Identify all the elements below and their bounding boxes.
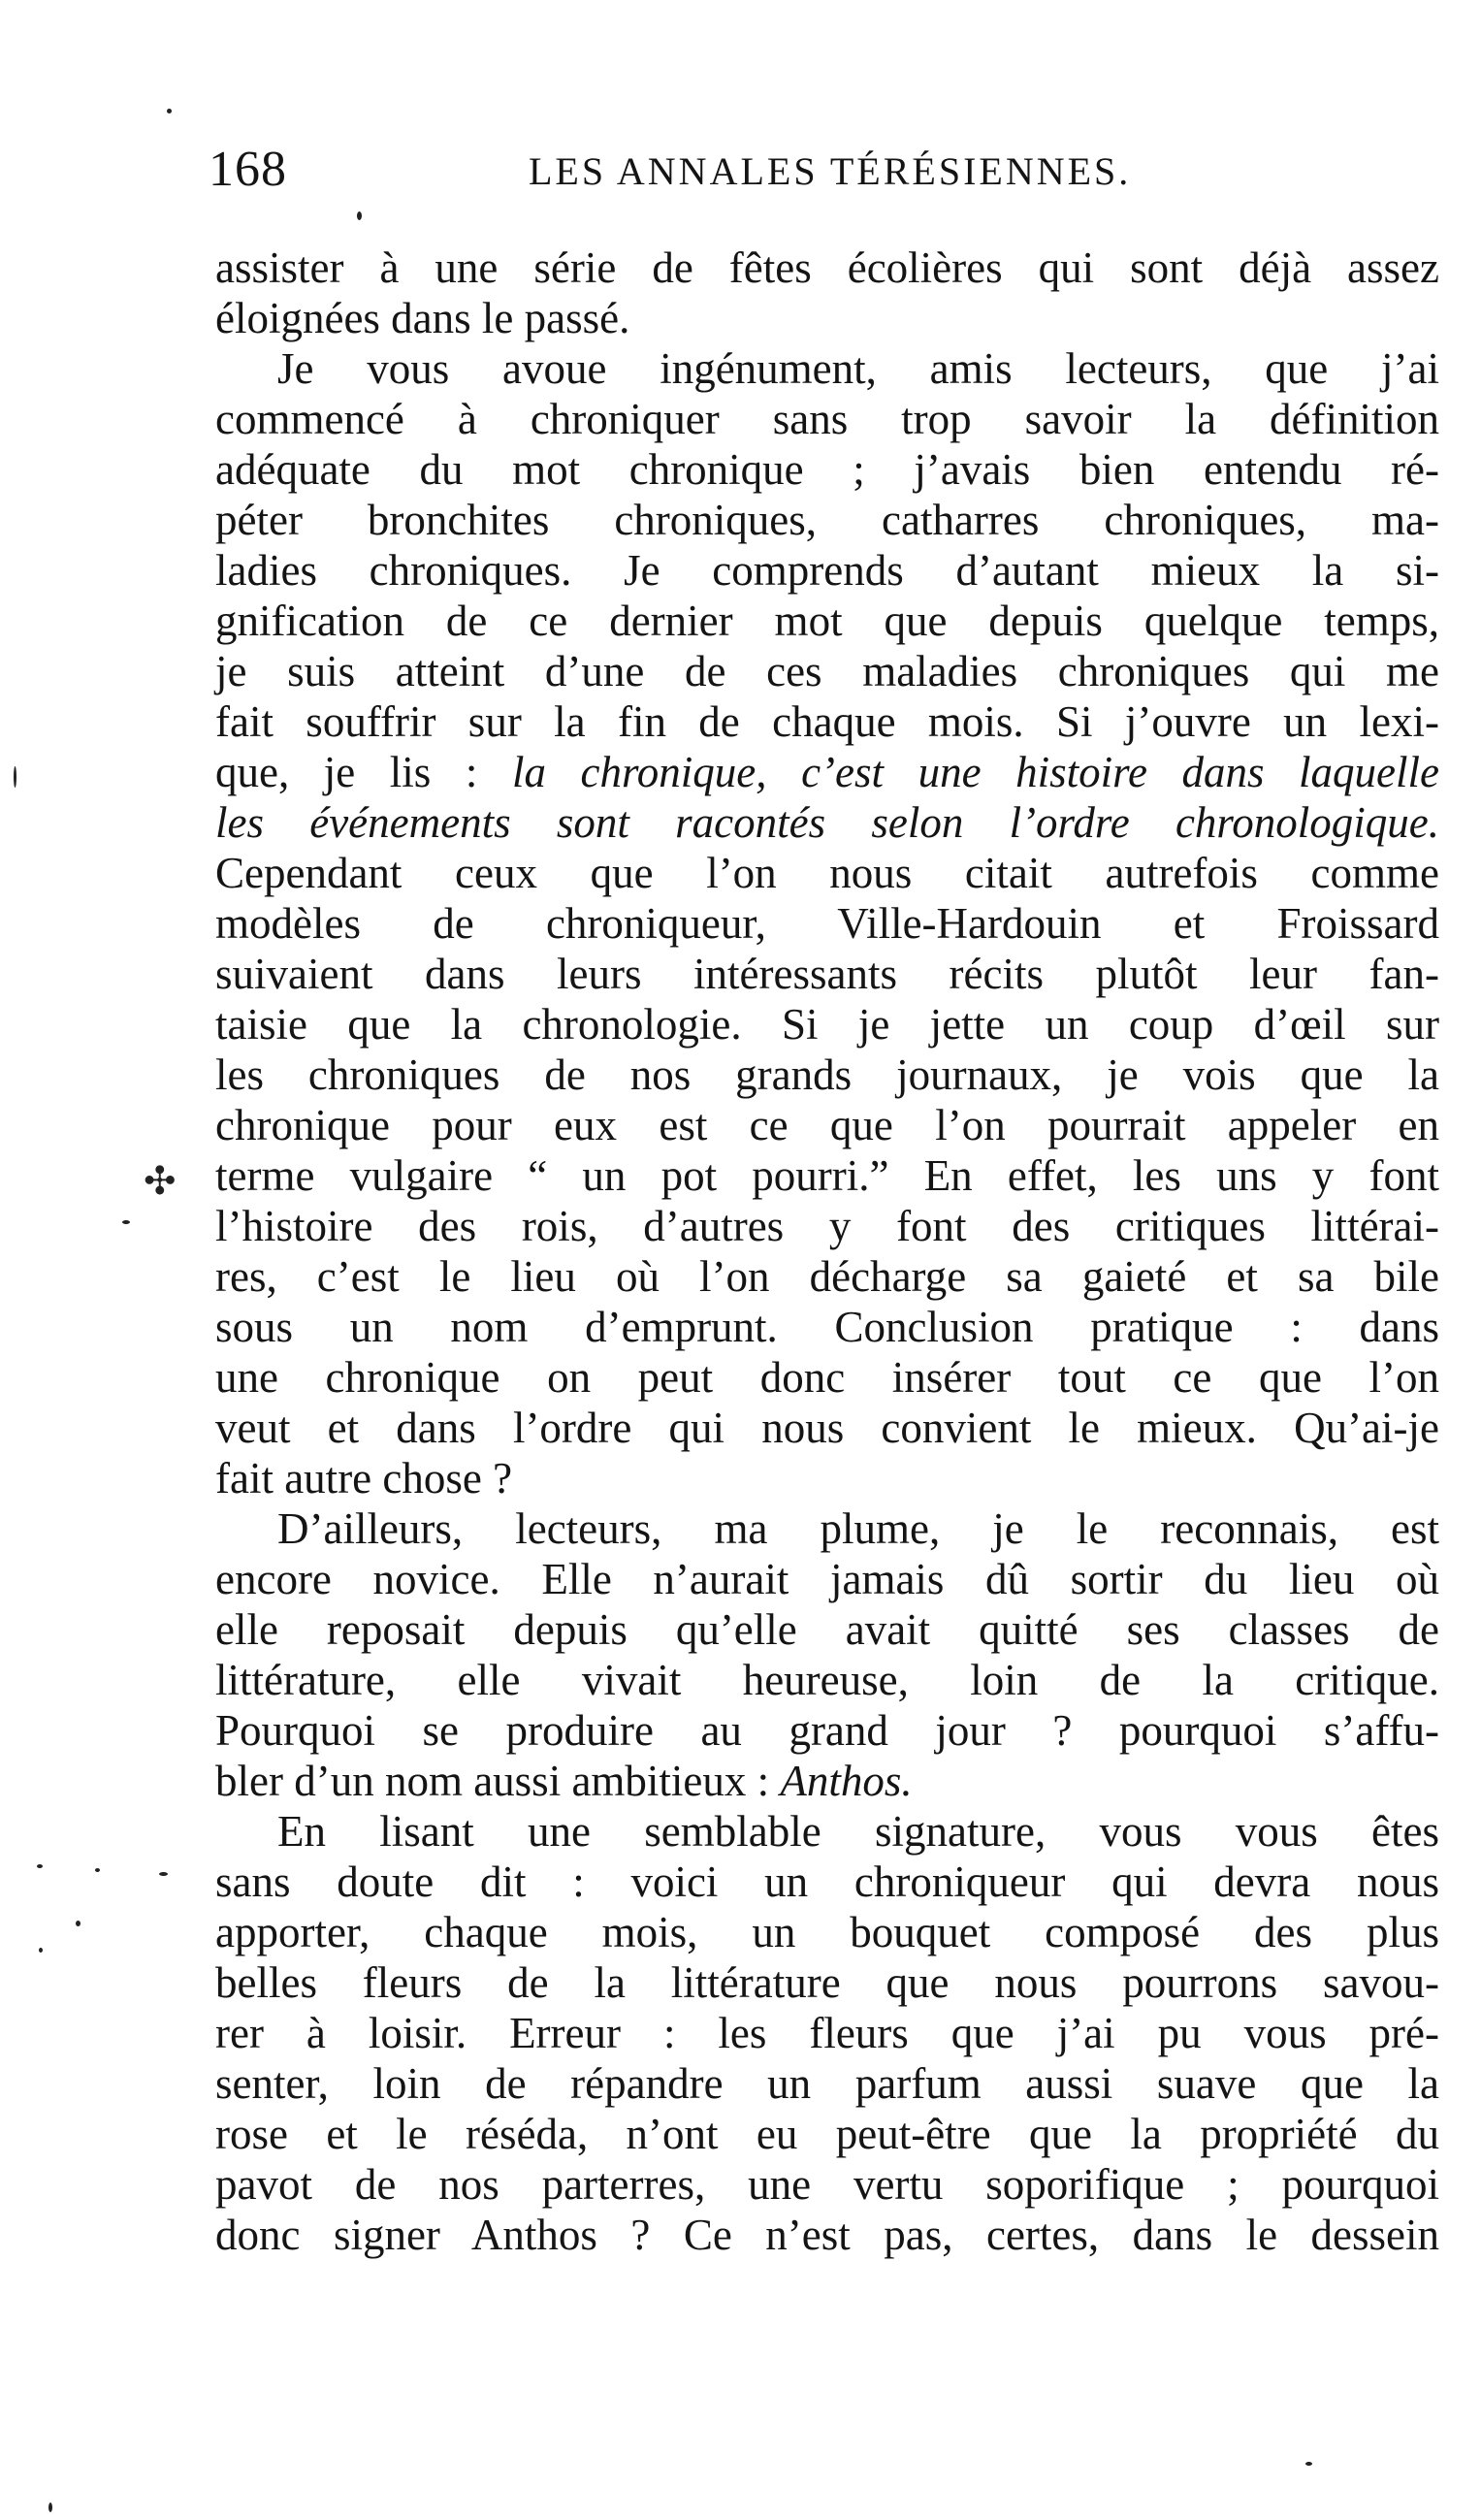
text-line bbox=[215, 242, 1439, 293]
text-line bbox=[215, 1050, 1439, 1100]
scan-speck bbox=[357, 211, 362, 220]
text-line bbox=[215, 596, 1439, 646]
line-text: elle reposait depuis qu’elle avait quitté ses classes de bbox=[215, 1605, 1439, 1654]
text-line bbox=[215, 1251, 1439, 1302]
line-text: ladies chroniques. Je comprends d’autant mieux la si- bbox=[215, 546, 1439, 595]
text-line bbox=[215, 1857, 1439, 1907]
page-number: 168 bbox=[209, 142, 287, 197]
text-line bbox=[215, 848, 1439, 898]
text-line bbox=[215, 1705, 1439, 1756]
line-text: Je vous avoue ingénument, amis lecteurs, que j’ai bbox=[277, 344, 1439, 393]
line-text: littérature, elle vivait heureuse, loin de la critique. bbox=[215, 1656, 1439, 1704]
text-line bbox=[215, 797, 1439, 848]
line-text: fait souffrir sur la fin de chaque mois. Si j’ouvre un lexi- bbox=[215, 697, 1439, 746]
text-line bbox=[215, 999, 1439, 1050]
line-text: apporter, chaque mois, un bouquet composé des plus bbox=[215, 1908, 1439, 1956]
line-text: assister à une série de fêtes écolières qui sont déjà assez bbox=[215, 243, 1439, 292]
text-line bbox=[215, 1907, 1439, 1957]
line-text: péter bronchites chroniques, catharres chroniques, ma- bbox=[215, 496, 1439, 544]
line-text: En lisant une semblable signature, vous vous êtes bbox=[277, 1807, 1439, 1856]
line-text: sans doute dit : voici un chroniqueur qui devra nous bbox=[215, 1858, 1439, 1906]
text-line bbox=[215, 545, 1439, 596]
text-line bbox=[215, 1655, 1439, 1705]
text-line bbox=[215, 747, 1439, 797]
body-text bbox=[215, 242, 1439, 2260]
text-line bbox=[215, 1756, 1439, 1806]
text-line bbox=[215, 2008, 1439, 2058]
line-text: rer à loisir. Erreur : les fleurs que j’ai pu vous pré- bbox=[215, 2009, 1439, 2057]
line-text: les chroniques de nos grands journaux, je vois que la bbox=[215, 1050, 1439, 1099]
line-text: encore novice. Elle n’aurait jamais dû sortir du lieu où bbox=[215, 1555, 1439, 1603]
line-text: gnification de ce dernier mot que depuis quelque temps, bbox=[215, 597, 1439, 645]
scan-speck bbox=[167, 109, 172, 113]
text-line bbox=[215, 1604, 1439, 1655]
scan-speck bbox=[48, 2503, 52, 2512]
text-line bbox=[215, 1806, 1439, 1857]
line-text: Pourquoi se produire au grand jour ? pourquoi s’affu- bbox=[215, 1706, 1439, 1755]
italic-text: Anthos. bbox=[780, 1757, 913, 1805]
line-text: D’ailleurs, lecteurs, ma plume, je le reconnais, est bbox=[277, 1504, 1439, 1553]
running-head bbox=[209, 136, 1440, 204]
line-text: Cependant ceux que l’on nous citait autrefois comme bbox=[215, 849, 1439, 897]
text-line bbox=[215, 1150, 1439, 1201]
italic-text: la chronique, c’est une histoire dans laquelle bbox=[511, 748, 1440, 796]
scan-speck bbox=[122, 1220, 130, 1224]
line-text: éloignées dans le passé. bbox=[215, 294, 630, 342]
text-line bbox=[215, 293, 1439, 343]
text-line bbox=[215, 1100, 1439, 1150]
line-text: modèles de chroniqueur, Ville-Hardouin et Froissard bbox=[215, 899, 1439, 948]
line-text: pavot de nos parterres, une vertu soporifique ; pourquoi bbox=[215, 2160, 1439, 2209]
text-line bbox=[215, 1957, 1439, 2008]
scan-speck bbox=[76, 1921, 80, 1926]
text-line bbox=[215, 949, 1439, 999]
text-line bbox=[215, 1201, 1439, 1251]
text-line bbox=[215, 1352, 1439, 1403]
line-text: que, je lis : bbox=[215, 748, 478, 796]
scan-speck bbox=[95, 1868, 100, 1872]
scan-speck bbox=[159, 1872, 168, 1876]
line-text: veut et dans l’ordre qui nous convient le mieux. Qu’ai-je bbox=[215, 1404, 1439, 1452]
line-text: belles fleurs de la littérature que nous pourrons savou- bbox=[215, 1958, 1439, 2007]
text-line bbox=[215, 343, 1439, 394]
text-line bbox=[215, 2058, 1439, 2109]
line-text: res, c’est le lieu où l’on décharge sa gaieté et sa bile bbox=[215, 1252, 1439, 1301]
text-line bbox=[215, 495, 1439, 545]
text-line bbox=[215, 696, 1439, 747]
printer-ornament-icon: ✣ bbox=[144, 1159, 177, 1203]
scan-speck bbox=[14, 766, 16, 788]
text-line bbox=[215, 444, 1439, 495]
line-text: une chronique on peut donc insérer tout ce que l’on bbox=[215, 1353, 1439, 1402]
text-line bbox=[215, 1554, 1439, 1604]
line-text: sous un nom d’emprunt. Conclusion pratique : dans bbox=[215, 1303, 1439, 1351]
text-line bbox=[215, 1503, 1439, 1554]
line-text: adéquate du mot chronique ; j’avais bien entendu ré- bbox=[215, 445, 1439, 494]
text-line bbox=[215, 1302, 1439, 1352]
text-line bbox=[215, 2210, 1439, 2260]
line-text: je suis atteint d’une de ces maladies chroniques qui me bbox=[215, 647, 1439, 695]
italic-text: les événements sont racontés selon l’ordre chronologique. bbox=[215, 798, 1439, 847]
line-text: suivaient dans leurs intéressants récits plutôt leur fan- bbox=[215, 950, 1439, 998]
line-text: bler d’un nom aussi ambitieux : bbox=[215, 1757, 770, 1805]
line-text: terme vulgaire “ un pot pourri.” En effet, les uns y font bbox=[215, 1151, 1439, 1200]
line-text: commencé à chroniquer sans trop savoir la définition bbox=[215, 395, 1439, 443]
text-line bbox=[215, 2159, 1439, 2210]
text-line bbox=[215, 1403, 1439, 1453]
text-line bbox=[215, 646, 1439, 696]
text-line bbox=[215, 394, 1439, 444]
line-text: donc signer Anthos ? Ce n’est pas, certes, dans le dessein bbox=[215, 2211, 1439, 2259]
scan-speck bbox=[37, 1864, 43, 1868]
scan-speck bbox=[39, 1948, 43, 1953]
scan-speck bbox=[1305, 2462, 1312, 2466]
line-text: senter, loin de répandre un parfum aussi suave que la bbox=[215, 2059, 1439, 2108]
text-line bbox=[215, 898, 1439, 949]
line-text: chronique pour eux est ce que l’on pourrait appeler en bbox=[215, 1101, 1439, 1149]
text-line bbox=[215, 2109, 1439, 2159]
line-text: rose et le réséda, n’ont eu peut-être que la propriété du bbox=[215, 2110, 1439, 2158]
line-text: l’histoire des rois, d’autres y font des critiques littérai- bbox=[215, 1202, 1439, 1250]
line-text: taisie que la chronologie. Si je jette un coup d’œil sur bbox=[215, 1000, 1439, 1049]
line-text: fait autre chose ? bbox=[215, 1454, 513, 1502]
text-line bbox=[215, 1453, 1439, 1503]
running-title: LES ANNALES TÉRÉSIENNES. bbox=[529, 149, 1132, 193]
